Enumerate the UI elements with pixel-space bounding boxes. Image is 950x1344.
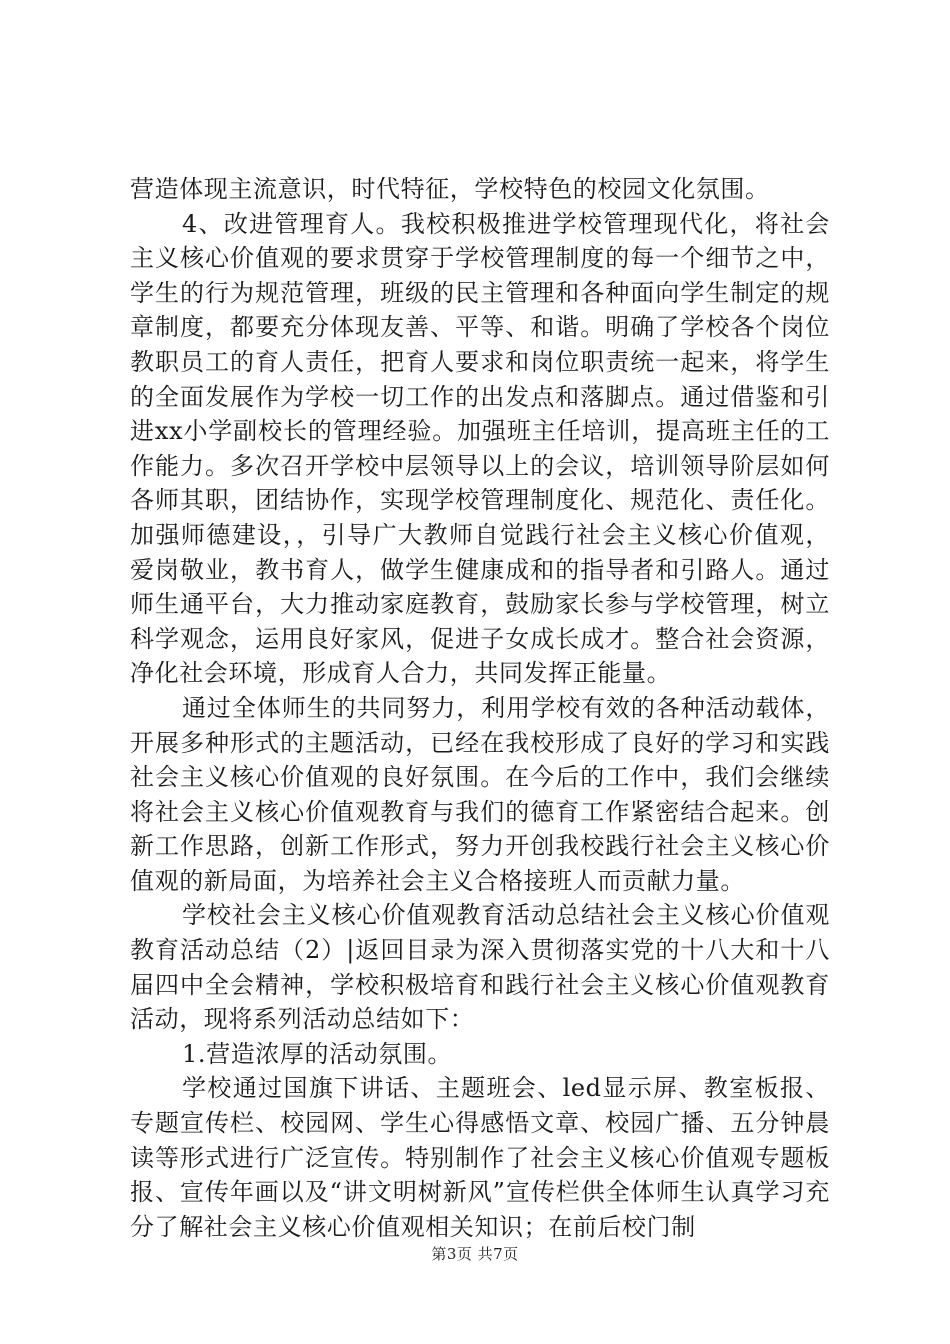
paragraph-1: 营造体现主流意识，时代特征，学校特色的校园文化氛围。 (130, 175, 770, 203)
page-footer: 第3页 共7页 (431, 1245, 519, 1263)
paragraph-5: 1.营造浓厚的活动氛围。 (182, 1039, 453, 1068)
paragraph-3: 通过全体师生的共同努力，利用学校有效的各种活动载体，开展多种形式的主题活动，已经在我校形成了良好的学习和实践社会主义核心价值观的良好氛围。在今后的工作中，我们会继续将社会主义核心价值观教育与我们的德育工作紧密结合起来。创新工作思路，创新工作形式，努力开创我校践行社会主义核心价值观的新局面，为培养社会主义合格接班人而贡献力量。 (130, 693, 830, 895)
paragraph-4: 学校社会主义核心价值观教育活动总结社会主义核心价值观教育活动总结（2）|返回目录为深入贯彻落实党的十八大和十八届四中全会精神，学校积极培育和践行社会主义核心价值观教育活动，现将系列活动总结如下： (130, 901, 830, 1034)
document-body (130, 172, 830, 1244)
paragraph-6: 学校通过国旗下讲话、主题班会、led显示屏、教室板报、专题宣传栏、校园网、学生心得感悟文章、校园广播、五分钟晨读等形式进行广泛宣传。特别制作了社会主义核心价值观专题板报、宣传年画以及“讲文明树新风”宣传栏供全体师生认真学习充分了解社会主义核心价值观相关知识；在前后校门制 (130, 1074, 830, 1241)
paragraph-2: 4、改进管理育人。我校积极推进学校管理现代化，将社会主义核心价值观的要求贯穿于学校管理制度的每一个细节之中，学生的行为规范管理，班级的民主管理和各种面向学生制定的规章制度，都要充分体现友善、平等、和谐。明确了学校各个岗位教职员工的育人责任，把育人要求和岗位职责统一起来，将学生的全面发展作为学校一切工作的出发点和落脚点。通过借鉴和引进xx小学副校长的管理经验。加强班主任培训，提高班主任的工作能力。多次召开学校中层领导以上的会议，培训领导阶层如何各师其职，团结协作，实现学校管理制度化、规范化、责任化。加强师德建设，，引导广大教师自觉践行社会主义核心价值观，爱岗敬业，教书育人，做学生健康成和的指导者和引路人。通过师生通平台，大力推动家庭教育，鼓励家长参与学校管理，树立科学观念，运用良好家风，促进子女成长成才。整合社会资源，净化社会环境，形成育人合力，共同发挥正能量。 (130, 209, 830, 688)
